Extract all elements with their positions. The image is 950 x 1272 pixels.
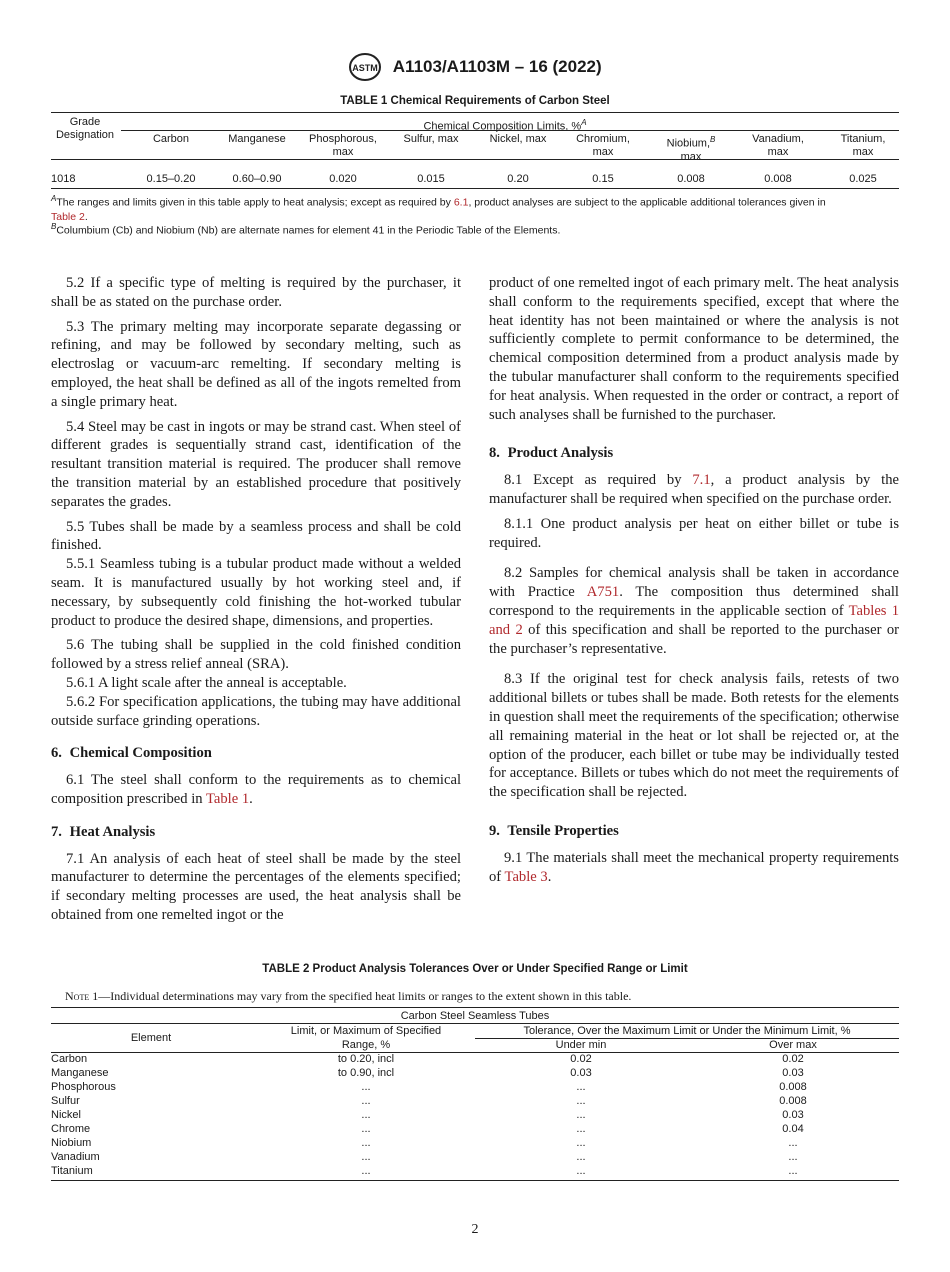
table2-title: TABLE 2 Product Analysis Tolerances Over or Under Specified Range or Limit <box>262 963 688 975</box>
table1-value-cell-5: 0.15 <box>592 173 614 185</box>
table2-cell-under: ... <box>576 1151 586 1163</box>
table1-col-header-line1: Chromium, <box>576 133 630 145</box>
para-8-1-text-a: 8.1 Except as required by <box>504 472 693 489</box>
para-5-3: 5.3 The primary melting may incorporate separate degassing or refining, and may be followed by secondary melting, such as electroslag or vacuum-arc remelting. If secondary melting is employed, the heat shall be defined as all of the ingots remelted from a single primary heat. <box>51 318 461 410</box>
table1-value-cell-4: 0.20 <box>507 173 529 185</box>
footnote-a-link-6-1[interactable]: 6.1 <box>453 196 469 209</box>
footnote-a-mark: A <box>51 194 57 203</box>
table1-col-header-5 <box>560 133 646 159</box>
table1-col-header-3 <box>388 133 474 146</box>
para-5-4: 5.4 Steel may be cast in ingots or may be strand cast. When steel of different grades is sequentially strand cast, identification of the resultant transition material is required. The producer shall remove the transition material by an established procedure that positively separates the grades. <box>51 418 461 510</box>
table2-cell-element: Vanadium <box>51 1151 100 1163</box>
para-6-1-text-a: 6.1 The steel shall conform to the requirements as to chemical composition prescribed in <box>51 772 461 807</box>
table2-cell-limit: ... <box>361 1095 371 1107</box>
left-column <box>51 274 461 925</box>
table2-cell-element: Titanium <box>51 1165 93 1177</box>
link-table1[interactable]: Table 1 <box>205 790 250 807</box>
table2-row <box>51 1052 899 1066</box>
table1-col-header-line2: max <box>767 146 789 158</box>
document-designation: A1103/A1103M – 16 (2022) <box>392 57 602 76</box>
table1-col-header-line2: max <box>332 146 354 158</box>
table1-col-header-line1: Sulfur, max <box>403 133 459 145</box>
table2-cell-over: 0.008 <box>779 1095 807 1107</box>
table2-note <box>65 989 631 1004</box>
para-9-1-text-b: . <box>547 868 552 885</box>
table2-tolerance-header: Tolerance, Over the Maximum Limit or Under the Minimum Limit, % <box>523 1025 851 1037</box>
table2-top-rule <box>51 1007 899 1008</box>
astm-logo-text: ASTM <box>352 63 379 73</box>
section-8-number: 8. <box>489 445 500 462</box>
table2-limit-header-line1: Limit, or Maximum of Specified <box>290 1025 442 1037</box>
table2-cell-over: ... <box>788 1137 798 1149</box>
footnote-a-text-2: , product analyses are subject to the applicable additional tolerances given in <box>468 196 826 209</box>
table1-col-header-line2: max <box>852 146 874 158</box>
table2-cell-over: ... <box>788 1151 798 1163</box>
table1 <box>51 116 899 188</box>
astm-logo-icon <box>348 52 382 82</box>
footnote-a-text-3: . <box>84 210 88 223</box>
para-8-2-text-b: . The composition thus determined shall correspond to the requirements in the applicable section of <box>489 584 899 619</box>
section-6-number: 6. <box>51 745 62 762</box>
para-8-2-text-c: of this specification and shall be reported to the purchaser or the purchaser’s representative. <box>489 621 899 657</box>
table1-col-header-line1: Titanium, <box>840 133 886 145</box>
table2-cell-element: Phosphorous <box>51 1081 116 1093</box>
table1-value-cell-3: 0.015 <box>417 173 445 185</box>
table2-limit-header-line2: Range, % <box>341 1039 391 1051</box>
table1-col-header-line1: Vanadium, <box>752 133 804 145</box>
section-8-heading <box>489 444 899 463</box>
table2-row <box>51 1122 899 1136</box>
section-6-heading <box>51 744 461 763</box>
table2-row <box>51 1066 899 1080</box>
table2-row <box>51 1080 899 1094</box>
table1-value-cell-2: 0.020 <box>329 173 357 185</box>
table2-cell-limit: ... <box>361 1081 371 1093</box>
footnote-b-mark: B <box>51 222 57 231</box>
table1-composition-header-text: Chemical Composition Limits, % <box>423 120 582 133</box>
table2-limit-header <box>271 1024 461 1052</box>
footnote-a-text-1: The ranges and limits given in this table apply to heat analysis; except as required by <box>56 196 454 209</box>
para-5-6: 5.6 The tubing shall be supplied in the cold finished condition followed by a stress relief anneal (SRA). <box>51 637 461 673</box>
table1-value-cell-1: 0.60–0.90 <box>232 173 282 185</box>
para-5-2: 5.2 If a specific type of melting is required by the purchaser, it shall be as stated on the purchase order. <box>51 275 461 310</box>
page-number: 2 <box>471 1222 479 1237</box>
para-5-6-2: 5.6.2 For specification applications, the tubing may have additional outside surface grinding operations. <box>51 693 461 729</box>
table1-grade-header <box>51 116 119 142</box>
table2 <box>51 1009 899 1179</box>
table1-col-header-line2: max <box>592 146 614 158</box>
link-a751[interactable]: A751 <box>586 584 620 601</box>
section-9-heading <box>489 822 899 841</box>
table2-row <box>51 1094 899 1108</box>
table1-col-header-line1: Phosphorous, <box>309 133 377 145</box>
table2-cell-element: Chrome <box>51 1123 91 1135</box>
table2-cell-element: Carbon <box>51 1053 88 1065</box>
table1-footnote-b <box>51 220 899 238</box>
section-8-title: Product Analysis <box>507 445 614 462</box>
table2-group-header: Carbon Steel Seamless Tubes <box>400 1010 550 1022</box>
table1-col-header-line1: Niobium,$^B$ <box>666 135 716 150</box>
table2-cell-over: 0.03 <box>782 1109 804 1121</box>
table1-col-header-sup: B <box>710 135 716 144</box>
table1-bottom-rule <box>51 188 899 189</box>
table2-row <box>51 1108 899 1122</box>
table1-col-header-2 <box>300 133 386 159</box>
table1-value-cell-6: 0.008 <box>677 173 705 185</box>
table1-footnote-a <box>51 192 899 224</box>
table2-cell-under: ... <box>576 1081 586 1093</box>
link-tables-1-2[interactable]: Tables 1 and 2 <box>489 602 899 638</box>
table1-col-header-7 <box>735 133 821 159</box>
table1-col-header-4 <box>475 133 561 146</box>
table1-col-header-line1: Nickel, max <box>489 133 547 145</box>
para-5-5-1: 5.5.1 Seamless tubing is a tubular product made without a welded seam. It is manufactured usually by hot working steel and, if necessary, by subsequently cold finishing the hot-worked tubular product to produce the desired shape, dimensions, and properties. <box>51 556 461 629</box>
table2-under-header: Under min <box>555 1039 607 1051</box>
para-6-1 <box>51 771 461 809</box>
table2-note-label: Note 1 <box>65 989 99 1003</box>
table1-col-header-0 <box>128 133 214 146</box>
para-8-1-1: 8.1.1 One product analysis per heat on either billet or tube is required. <box>489 515 899 551</box>
table1-value-cell-0: 0.15–0.20 <box>146 173 196 185</box>
table2-cell-over: 0.04 <box>782 1123 804 1135</box>
table1-top-rule <box>51 112 899 113</box>
table1-grade-header-line2: Designation <box>55 129 115 141</box>
table1-value-cell-7: 0.008 <box>764 173 792 185</box>
table1-composition-sup: A <box>581 118 587 127</box>
para-7-1: 7.1 An analysis of each heat of steel shall be made by the steel manufacturer to determine the percentages of the elements specified; if secondary melting processes are used, the heat analysis shall be obtained from one remelted ingot or the <box>51 850 461 923</box>
link-table3[interactable]: Table 3 <box>504 868 548 885</box>
table2-note-text: —Individual determinations may vary from the specified heat limits or ranges to the extent shown in this table. <box>98 989 632 1003</box>
table2-cell-element: Sulfur <box>51 1095 80 1107</box>
table2-cell-under: ... <box>576 1109 586 1121</box>
table2-cell-under: ... <box>576 1165 586 1177</box>
section-7-title: Heat Analysis <box>69 823 156 840</box>
para-8-2-text-a: 8.2 Samples for chemical analysis shall be taken in accordance with Practice <box>489 565 899 601</box>
para-8-1-text-b: , a product analysis by the manufacturer shall be required when specified on the purchase order. <box>489 472 900 507</box>
para-8-1 <box>489 471 899 509</box>
footnote-b-text: Columbium (Cb) and Niobium (Nb) are alternate names for element 41 in the Periodic Table of the Elements. <box>56 224 561 237</box>
table2-cell-limit: to 0.90, incl <box>337 1067 395 1079</box>
table2-cell-limit: ... <box>361 1109 371 1121</box>
table1-grade-header-line1: Grade <box>69 116 101 128</box>
table2-cell-under: ... <box>576 1095 586 1107</box>
table2-cell-over: ... <box>788 1165 798 1177</box>
table1-grade-cell: 1018 <box>51 173 76 185</box>
table2-cell-under: 0.03 <box>570 1067 592 1079</box>
table1-col-header-8 <box>820 133 906 159</box>
table2-cell-element: Nickel <box>51 1109 81 1121</box>
link-7-1[interactable]: 7.1 <box>692 472 711 489</box>
table2-cell-limit: to 0.20, incl <box>337 1053 395 1065</box>
table2-cell-over: 0.008 <box>779 1081 807 1093</box>
table1-subheader-rule <box>121 130 899 131</box>
para-8-3: 8.3 If the original test for check analysis fails, retests of two additional billets or tubes shall be made. Both retests for the elements in question shall meet the requirements of the specification; otherwise all remaining material in the heat or lot shall be rejected or, at the option of the producer, each billet or tube may be individually tested for acceptance. Billets or tubes which do not meet the requirements of the specification shall be rejected. <box>489 671 899 801</box>
table1-header-rule <box>51 159 899 160</box>
table2-cell-over: 0.03 <box>782 1067 804 1079</box>
para-9-1-text-a: 9.1 The materials shall meet the mechanical property requirements of <box>489 849 899 885</box>
section-9-number: 9. <box>489 822 500 839</box>
table2-cell-limit: ... <box>361 1151 371 1163</box>
table2-over-header: Over max <box>769 1039 817 1051</box>
section-6-title: Chemical Composition <box>69 745 212 762</box>
para-5-6-1: 5.6.1 A light scale after the anneal is acceptable. <box>66 674 347 691</box>
para-5-5: 5.5 Tubes shall be made by a seamless process and shall be cold finished. <box>51 518 461 554</box>
para-9-1 <box>489 849 899 887</box>
table1-composition-header <box>111 116 899 134</box>
section-7-heading <box>51 823 461 842</box>
table2-cell-under: 0.02 <box>570 1053 592 1065</box>
para-8-2 <box>489 564 899 658</box>
table2-cell-under: ... <box>576 1137 586 1149</box>
table1-col-header-line1: Carbon <box>152 133 190 145</box>
table2-row <box>51 1150 899 1164</box>
table2-cell-limit: ... <box>361 1165 371 1177</box>
table2-row <box>51 1136 899 1150</box>
table1-col-header-line2: max <box>680 150 702 163</box>
section-9-title: Tensile Properties <box>507 822 619 839</box>
para-6-1-text-b: . <box>249 790 253 807</box>
table2-cell-over: 0.02 <box>782 1053 804 1065</box>
table2-row <box>51 1164 899 1178</box>
table2-cell-under: ... <box>576 1123 586 1135</box>
section-7-number: 7. <box>51 823 62 840</box>
table1-value-cell-8: 0.025 <box>849 173 877 185</box>
right-column <box>489 274 899 886</box>
page-header <box>0 52 950 82</box>
table2-cell-limit: ... <box>361 1137 371 1149</box>
table2-cell-element: Niobium <box>51 1137 92 1149</box>
footnote-a-link-table2[interactable]: Table 2 <box>51 210 85 223</box>
table1-col-header-1 <box>214 133 300 146</box>
table2-element-header: Element <box>130 1032 172 1044</box>
table2-bottom-rule <box>51 1180 899 1181</box>
table1-col-header-line1: Manganese <box>228 133 286 145</box>
table2-cell-element: Manganese <box>51 1067 109 1079</box>
table2-cell-limit: ... <box>361 1123 371 1135</box>
table1-title: TABLE 1 Chemical Requirements of Carbon Steel <box>340 95 610 107</box>
para-7-1-continued: product of one remelted ingot of each primary melt. The heat analysis shall conform to the requirements specified, except that where the heat identity has not been maintained or where the analysis is not sufficiently complete to permit conformance to be determined, the chemical composition determined from a product analysis made by the tubular manufacturer shall conform to the requirements specified for heat analysis. When requested in the order or contract, a report of such analyses shall be furnished to the purchaser. <box>489 275 899 423</box>
